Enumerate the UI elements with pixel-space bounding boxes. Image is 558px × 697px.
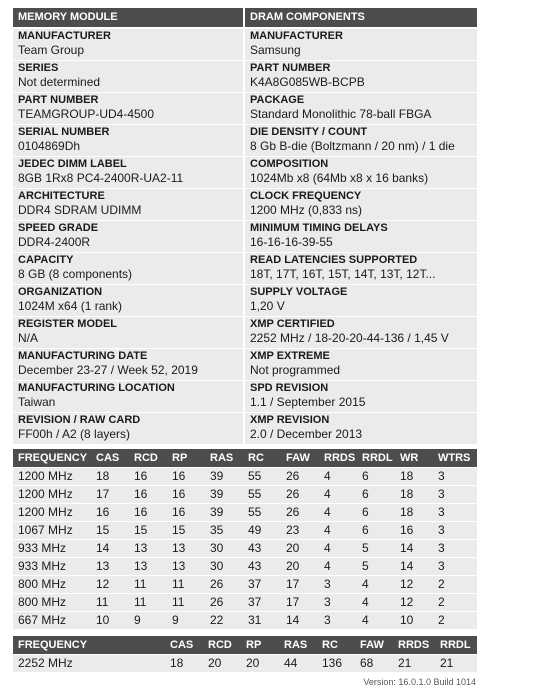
field-label: SPEED GRADE: [18, 222, 99, 234]
table-cell: 22: [205, 611, 243, 629]
table-cell: 13: [167, 539, 205, 557]
field-jedec-dimm-label: [13, 157, 243, 189]
table-cell: 3: [433, 485, 477, 503]
table-cell: 15: [129, 521, 167, 539]
table-cell: 26: [205, 593, 243, 611]
field-value: DDR4 SDRAM UDIMM: [18, 203, 142, 217]
table-cell: 20: [281, 539, 319, 557]
table-row: [13, 557, 477, 575]
field-value: Samsung: [250, 43, 301, 57]
table-cell: 1200 MHz: [13, 485, 91, 503]
table-cell: 14: [281, 611, 319, 629]
table-cell: 2: [433, 575, 477, 593]
column-header: RRDL: [435, 636, 477, 654]
table-cell: 4: [319, 539, 357, 557]
table-row: [13, 654, 477, 672]
table-cell: 15: [91, 521, 129, 539]
field-minimum-timing-delays: [245, 221, 477, 253]
column-header: CAS: [91, 449, 129, 467]
table-cell: 39: [205, 503, 243, 521]
table-cell: 3: [433, 503, 477, 521]
table-cell: 4: [319, 557, 357, 575]
table-cell: 18: [395, 467, 433, 485]
column-header: FREQUENCY: [13, 636, 165, 654]
table-cell: 17: [91, 485, 129, 503]
table-cell: 2: [433, 593, 477, 611]
table-row: [13, 593, 477, 611]
xmp-header-row: [13, 636, 477, 654]
table-cell: 10: [91, 611, 129, 629]
table-row: [13, 467, 477, 485]
table-row: [13, 575, 477, 593]
table-cell: 21: [435, 654, 477, 672]
field-value: 8 GB (8 components): [18, 267, 133, 281]
table-cell: 15: [167, 521, 205, 539]
table-cell: 13: [91, 557, 129, 575]
column-header: RP: [167, 449, 205, 467]
field-label: ORGANIZATION: [18, 286, 103, 298]
table-row: [13, 521, 477, 539]
table-cell: 3: [319, 575, 357, 593]
field-label: MANUFACTURING DATE: [18, 350, 148, 362]
table-cell: 14: [395, 539, 433, 557]
table-cell: 55: [243, 485, 281, 503]
table-row: [13, 503, 477, 521]
field-label: CLOCK FREQUENCY: [250, 190, 362, 202]
table-cell: 12: [91, 575, 129, 593]
table-cell: 55: [243, 467, 281, 485]
field-label: XMP EXTREME: [250, 350, 330, 362]
table-cell: 26: [281, 503, 319, 521]
table-cell: 13: [129, 539, 167, 557]
field-label: JEDEC DIMM LABEL: [18, 158, 127, 170]
field-label: REVISION / RAW CARD: [18, 414, 141, 426]
field-revision-raw-card: [13, 413, 243, 445]
field-label: MINIMUM TIMING DELAYS: [250, 222, 388, 234]
table-cell: 43: [243, 539, 281, 557]
field-composition: [245, 157, 477, 189]
memory-module-fields: [13, 29, 243, 445]
field-part-number: [13, 93, 243, 125]
field-label: DIE DENSITY / COUNT: [250, 126, 368, 138]
field-value: Taiwan: [18, 395, 56, 409]
field-serial-number: [13, 125, 243, 157]
field-read-latencies-supported: [245, 253, 477, 285]
column-header: WR: [395, 449, 433, 467]
table-cell: 13: [129, 557, 167, 575]
table-cell: 10: [395, 611, 433, 629]
table-cell: 4: [357, 611, 395, 629]
table-cell: 14: [91, 539, 129, 557]
table-row: [13, 611, 477, 629]
table-cell: 1067 MHz: [13, 521, 91, 539]
column-header: WTRS: [433, 449, 477, 467]
table-cell: 43: [243, 557, 281, 575]
column-header: RRDS: [319, 449, 357, 467]
field-value: Not programmed: [250, 363, 341, 377]
table-cell: 37: [243, 575, 281, 593]
field-xmp-revision: [245, 413, 477, 445]
dram-components-header: DRAM COMPONENTS: [245, 8, 477, 27]
field-label: SERIAL NUMBER: [18, 126, 110, 138]
field-register-model: [13, 317, 243, 349]
table-cell: 6: [357, 467, 395, 485]
section-headers: [13, 8, 477, 27]
timing-table: [13, 449, 477, 629]
table-cell: 6: [357, 485, 395, 503]
field-manufacturer: [245, 29, 477, 61]
field-xmp-extreme: [245, 349, 477, 381]
table-cell: 18: [91, 467, 129, 485]
table-cell: 4: [319, 467, 357, 485]
table-cell: 14: [395, 557, 433, 575]
field-value: TEAMGROUP-UD4-4500: [18, 107, 155, 121]
column-header: RC: [317, 636, 355, 654]
field-label: COMPOSITION: [250, 158, 329, 170]
table-cell: 3: [319, 611, 357, 629]
field-value: 1,20 V: [250, 299, 285, 313]
table-cell: 4: [319, 485, 357, 503]
field-manufacturer: [13, 29, 243, 61]
table-cell: 800 MHz: [13, 575, 91, 593]
table-cell: 17: [281, 575, 319, 593]
field-value: December 23-27 / Week 52, 2019: [18, 363, 198, 377]
field-label: SERIES: [18, 62, 59, 74]
field-clock-frequency: [245, 189, 477, 221]
field-value: 16-16-16-39-55: [250, 235, 333, 249]
table-cell: 136: [317, 654, 355, 672]
table-cell: 17: [281, 593, 319, 611]
table-cell: 3: [433, 539, 477, 557]
table-cell: 4: [319, 503, 357, 521]
table-cell: 667 MHz: [13, 611, 91, 629]
table-cell: 30: [205, 539, 243, 557]
column-header: FAW: [281, 449, 319, 467]
field-value: 1.1 / September 2015: [250, 395, 366, 409]
field-label: CAPACITY: [18, 254, 74, 266]
column-header: CAS: [165, 636, 203, 654]
column-header: RRDL: [357, 449, 395, 467]
table-cell: 23: [281, 521, 319, 539]
table-cell: 11: [129, 575, 167, 593]
table-cell: 4: [357, 575, 395, 593]
table-cell: 3: [433, 557, 477, 575]
table-row: [13, 539, 477, 557]
table-cell: 1200 MHz: [13, 503, 91, 521]
field-value: 1024M x64 (1 rank): [18, 299, 123, 313]
field-manufacturing-date: [13, 349, 243, 381]
table-row: [13, 485, 477, 503]
field-label: READ LATENCIES SUPPORTED: [250, 254, 418, 266]
table-cell: 20: [203, 654, 241, 672]
field-value: 18T, 17T, 16T, 15T, 14T, 13T, 12T...: [250, 267, 436, 281]
table-cell: 6: [357, 521, 395, 539]
table-cell: 16: [395, 521, 433, 539]
spec-columns: [13, 29, 477, 445]
column-header: RAS: [205, 449, 243, 467]
field-label: XMP CERTIFIED: [250, 318, 335, 330]
table-cell: 26: [205, 575, 243, 593]
table-cell: 12: [395, 593, 433, 611]
field-xmp-certified: [245, 317, 477, 349]
table-cell: 16: [129, 467, 167, 485]
column-header: RCD: [203, 636, 241, 654]
column-header: FAW: [355, 636, 393, 654]
table-cell: 20: [241, 654, 279, 672]
table-cell: 16: [167, 485, 205, 503]
column-header: FREQUENCY: [13, 449, 91, 467]
field-value: 1200 MHz (0,833 ns): [250, 203, 363, 217]
table-cell: 49: [243, 521, 281, 539]
table-cell: 12: [395, 575, 433, 593]
field-die-density-count: [245, 125, 477, 157]
table-cell: 11: [167, 593, 205, 611]
table-cell: 39: [205, 467, 243, 485]
field-value: K4A8G085WB-BCPB: [250, 75, 365, 89]
table-cell: 4: [357, 593, 395, 611]
table-cell: 16: [129, 485, 167, 503]
table-cell: 16: [129, 503, 167, 521]
table-cell: 3: [433, 467, 477, 485]
column-header: RP: [241, 636, 279, 654]
table-cell: 3: [319, 593, 357, 611]
field-series: [13, 61, 243, 93]
table-cell: 39: [205, 485, 243, 503]
field-value: N/A: [18, 331, 39, 345]
table-cell: 2: [433, 611, 477, 629]
table-cell: 21: [393, 654, 435, 672]
field-value: 1024Mb x8 (64Mb x8 x 16 banks): [250, 171, 429, 185]
column-header: RC: [243, 449, 281, 467]
column-header: RCD: [129, 449, 167, 467]
table-cell: 933 MHz: [13, 557, 91, 575]
field-value: 8 Gb B-die (Boltzmann / 20 nm) / 1 die: [250, 139, 455, 153]
field-architecture: [13, 189, 243, 221]
table-cell: 13: [167, 557, 205, 575]
field-label: SPD REVISION: [250, 382, 329, 394]
table-cell: 37: [243, 593, 281, 611]
field-capacity: [13, 253, 243, 285]
field-supply-voltage: [245, 285, 477, 317]
table-cell: 800 MHz: [13, 593, 91, 611]
field-value: FF00h / A2 (8 layers): [18, 427, 131, 441]
field-speed-grade: [13, 221, 243, 253]
table-cell: 11: [129, 593, 167, 611]
field-spd-revision: [245, 381, 477, 413]
field-label: PART NUMBER: [250, 62, 331, 74]
table-cell: 11: [91, 593, 129, 611]
column-header: RRDS: [393, 636, 435, 654]
field-label: PACKAGE: [250, 94, 305, 106]
table-cell: 933 MHz: [13, 539, 91, 557]
table-cell: 9: [129, 611, 167, 629]
table-cell: 11: [167, 575, 205, 593]
table-cell: 20: [281, 557, 319, 575]
table-cell: 1200 MHz: [13, 467, 91, 485]
field-label: ARCHITECTURE: [18, 190, 105, 202]
table-cell: 2252 MHz: [13, 654, 165, 672]
table-cell: 44: [279, 654, 317, 672]
table-cell: 16: [167, 467, 205, 485]
field-label: SUPPLY VOLTAGE: [250, 286, 348, 298]
table-cell: 18: [395, 503, 433, 521]
field-label: MANUFACTURER: [18, 30, 111, 42]
table-cell: 55: [243, 503, 281, 521]
field-manufacturing-location: [13, 381, 243, 413]
field-value: 2252 MHz / 18-20-20-44-136 / 1,45 V: [250, 331, 449, 345]
table-cell: 30: [205, 557, 243, 575]
table-cell: 26: [281, 467, 319, 485]
field-label: XMP REVISION: [250, 414, 330, 426]
field-value: 0104869Dh: [18, 139, 81, 153]
memory-module-header: MEMORY MODULE: [13, 8, 243, 27]
field-value: 8GB 1Rx8 PC4-2400R-UA2-11: [18, 171, 184, 185]
field-value: DDR4-2400R: [18, 235, 91, 249]
table-cell: 35: [205, 521, 243, 539]
table-cell: 18: [395, 485, 433, 503]
table-cell: 3: [433, 521, 477, 539]
field-label: MANUFACTURING LOCATION: [18, 382, 175, 394]
version-label: Version: 16.0.1.0 Build 1014: [363, 677, 476, 687]
table-cell: 26: [281, 485, 319, 503]
field-organization: [13, 285, 243, 317]
field-label: PART NUMBER: [18, 94, 99, 106]
table-cell: 4: [319, 521, 357, 539]
field-value: Standard Monolithic 78-ball FBGA: [250, 107, 432, 121]
column-header: RAS: [279, 636, 317, 654]
table-cell: 5: [357, 539, 395, 557]
dram-component-fields: [245, 29, 477, 445]
field-value: Team Group: [18, 43, 85, 57]
field-package: [245, 93, 477, 125]
table-cell: 68: [355, 654, 393, 672]
field-value: Not determined: [18, 75, 101, 89]
table-cell: 5: [357, 557, 395, 575]
field-label: MANUFACTURER: [250, 30, 343, 42]
table-cell: 31: [243, 611, 281, 629]
field-value: 2.0 / December 2013: [250, 427, 363, 441]
table-cell: 18: [165, 654, 203, 672]
table-cell: 9: [167, 611, 205, 629]
field-label: REGISTER MODEL: [18, 318, 118, 330]
xmp-table: [13, 636, 477, 672]
table-cell: 16: [91, 503, 129, 521]
field-part-number: [245, 61, 477, 93]
timing-header-row: [13, 449, 477, 467]
table-cell: 16: [167, 503, 205, 521]
table-cell: 6: [357, 503, 395, 521]
